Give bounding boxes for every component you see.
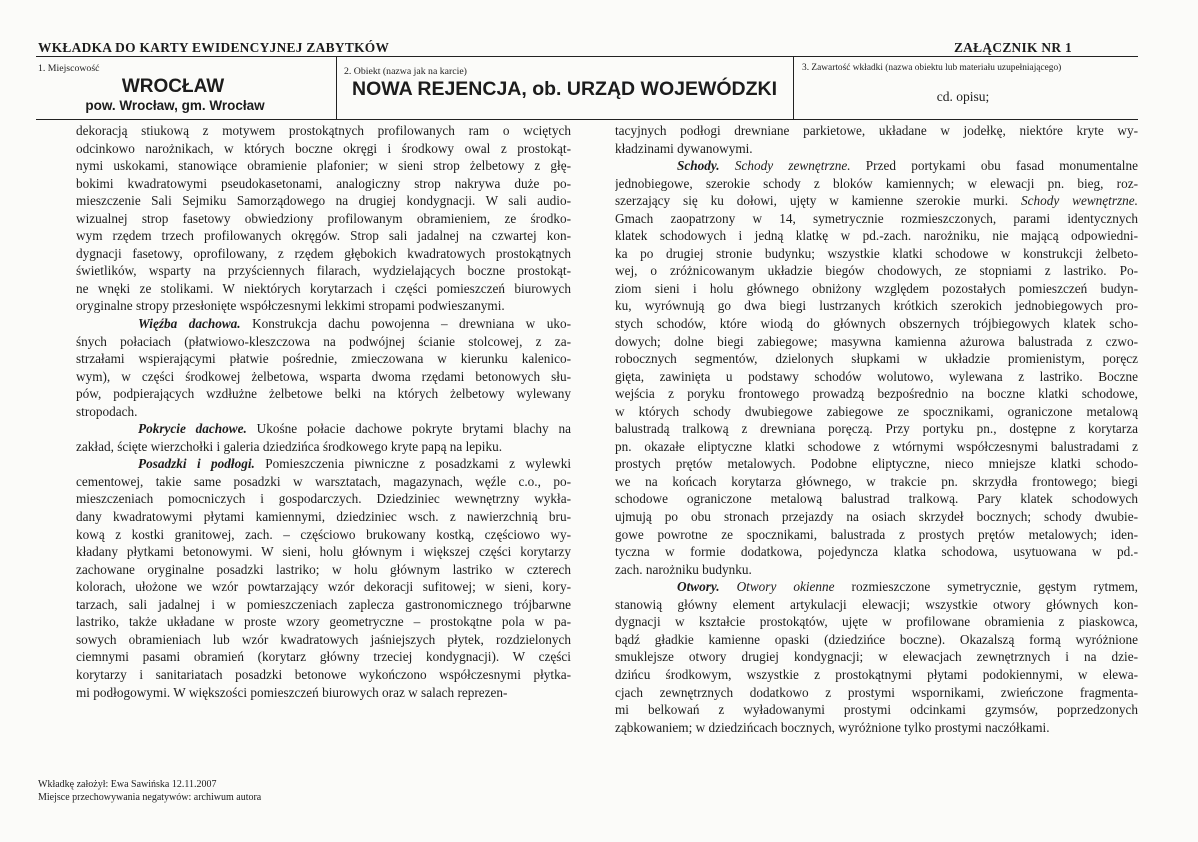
- left-column-line: nymi uskokami, stanowiące obramienie plafonier; w sieni strop żelbetowy z głę-: [76, 158, 571, 174]
- field1-label: 1. Miejscowość: [38, 63, 100, 74]
- left-column-line: dany kwadratowymi płytami kamiennymi, dziedziniec wsch. z nawierzchnią bru-: [76, 509, 571, 525]
- right-column-line: we na końcach korytarza głównego, w trakcie pn. skrzydła frontowego; biegi: [615, 473, 1138, 489]
- author-note: Wkładkę założył: Ewa Sawińska 12.11.2007: [38, 779, 217, 790]
- left-column-line: śnych połaciach (płatwiowo-kleszczowa na podwójnej ścianie stolcowej, z za-: [76, 333, 571, 349]
- right-column-line: ka po drugiej stronie budynku; wszystkie klatki schodowe w konstrukcji żelbeto-: [615, 245, 1138, 261]
- left-column-line: kolorach, ułożone we wzór powtarzający wzór dekoracji sufitowej; w sieni, kory-: [76, 579, 571, 595]
- field-divider-2: [793, 57, 794, 119]
- header-rule: [36, 56, 1138, 57]
- right-column-line: wejścia z poryku frontowego prowadzą bezpośrednio na boczne klatki schodowe,: [615, 386, 1138, 402]
- left-column-line: dygnacji fasetowy, oprofilowany, z rzędem głębokich kwadratowych prostokątnych: [76, 245, 571, 261]
- left-column-line: bokimi kwadratowymi pseudokasetonami, analogiczny strop nakrywa duże po-: [76, 175, 571, 191]
- right-column-line: balustradą tralkową z drewniana poręczą. Przy portyku pn., dostępne z korytarza: [615, 421, 1138, 437]
- left-column-line: zachowane oryginalne posadzki lastriko; w holu głównym lastriko w czterech: [76, 561, 571, 577]
- right-column-line: tacyjnych podłogi drewniane parkietowe, układane w jodełkę, niektóre kryte wy-: [615, 123, 1138, 138]
- right-column-line: gowe powrotne ze spocznikami, balustrada z prostych prętów metalowych; iden-: [615, 526, 1138, 542]
- right-column-line: dygnacji w kształcie prostokątów, ujęte w profilowane obramienia z piaskowca,: [615, 614, 1138, 630]
- left-column-line: tarzach, sali jadalnej i w pomieszczeniach zaplecza gastronomicznego trójbarwne: [76, 596, 571, 612]
- right-column-line: mi belkowań z wyładowanymi prostymi odcinkami gzymsów, poprzedzonych: [615, 702, 1138, 718]
- left-column-line: mieszczenie Sali Sejmiku Samorządowego na drugiej kondygnacji. W sali audio-: [76, 193, 571, 209]
- right-column-text: [615, 122, 1138, 736]
- left-column-line: cementowej, takie same posadzki w warsztatach, magazynach, węźle c.o., po-: [76, 473, 571, 489]
- right-column-line: dowych; dolne biegi zabiegowe; masywna kamienna ażurowa balustrada z czwo-: [615, 333, 1138, 349]
- right-column-line: bądź gładkie kamienne opaski (dziedzińce boczne). Okazalszą formą wyróżnione: [615, 631, 1138, 647]
- annex-number: ZAŁĄCZNIK NR 1: [953, 40, 1072, 55]
- right-column-line: gięta, zawinięta u podstawy schodów wolutowo, wylewana z lastriko. Boczne: [615, 368, 1138, 384]
- left-column-line: korytarzy i sanitariatach posadzki betonowe wykończono współczesnymi płytka-: [76, 666, 571, 682]
- left-column-line: mieszczeniach pomocniczych i gospodarczych. Dziedziniec wewnętrzny wykła-: [76, 491, 571, 507]
- right-column-line: jednobiegowe, szerokie schody z bloków kamiennych; w elewacji pn. bieg, roz-: [615, 175, 1138, 191]
- right-column-line: schodowe ograniczone metalową balustrad tralkową. Pary klatek schodowych: [615, 491, 1138, 507]
- left-column-line: świetlików, wsparty na przyściennych filarach, wydzielających boczne prostokąt-: [76, 263, 571, 279]
- right-column-line: stych schodów, które wiodą do głównych obszernych trójbiegowych klatek scho-: [615, 316, 1138, 332]
- right-column-line: smuklejsze otwory drugiej kondygnacji; w elewacjach zewnętrznych i na dzie-: [615, 649, 1138, 665]
- left-column-line: ne wnęki ze stolikami. W niektórych korytarzach i części pomieszczeń biurowych: [76, 280, 571, 296]
- right-column-line: dzińcu środkowym, wszystkie z prostokątnymi płytami podokiennymi, w elewa-: [615, 666, 1138, 682]
- district: pow. Wrocław, gm. Wrocław: [85, 98, 265, 113]
- right-column-line: stanowią główny element artykulacji elewacji; wszystkie otwory głównych kon-: [615, 596, 1138, 612]
- right-column-line: w których schody dwubiegowe zabiegowe ze spocznikami, ograniczone metalową: [615, 403, 1138, 419]
- right-column-line: ujmują po obu stronach przejazdy na osiach skrzydeł bocznych; schody dwubie-: [615, 509, 1138, 525]
- right-column-line: ząbkowaniem; w dziedzińcach bocznych, wyróżnione tylko prostymi naczółkami.: [615, 719, 1050, 735]
- negatives-note: Miejsce przechowywania negatywów: archiwum autora: [38, 792, 262, 803]
- right-column-line: zach. narożniku budynku.: [615, 561, 752, 577]
- left-column-line: Posadzki i podłogi. Pomieszczenia piwniczne z posadzkami z wylewki: [138, 456, 571, 472]
- city-name: WROCŁAW: [121, 76, 225, 97]
- field3-label: 3. Zawartość wkładki (nazwa obiektu lub materiału uzupełniającego): [802, 63, 1062, 73]
- left-column-line: sowych obramieniach lub wzór kwadratowych jaśniejszych płytek, rozdzielonych: [76, 631, 571, 647]
- left-column-line: odcinkowo narożnikach, w których boczne okręgi i środkowy owal z prostokąt-: [76, 140, 571, 156]
- field-divider-1: [336, 57, 337, 119]
- right-column-line: szerzający się ku dołowi, ujęty w kamienne szerokie murki. Schody wewnętrzne.: [615, 193, 1138, 209]
- right-column-line: wej, o zróżnicowanym układzie biegów chodowych, ze stopniami z lastriko. Po-: [615, 263, 1138, 279]
- right-column-line: ziom sieni i holu głównego obniżony względem pozostałych pomieszczeń budyn-: [615, 280, 1138, 296]
- right-column-line: Otwory. Otwory okienne rozmieszczone symetrycznie, gęstym rytmem,: [677, 579, 1138, 595]
- fields-rule: [36, 119, 1138, 120]
- left-column-line: pów, podpierających wzdłużne żelbetowe belki na których żelbetowy wylewany: [76, 386, 571, 402]
- right-column-line: Gmach zaopatrzony w 14, symetrycznie rozmieszczonych, parami identycznych: [615, 210, 1138, 226]
- left-column-line: zakład, ścięte wierzchołki i galeria dziedzińca środkowego kryte papą na lepiku.: [76, 438, 503, 454]
- left-column-line: oryginalne stropy przesłonięte współczesnymi lekkimi stropami podwieszanymi.: [76, 298, 505, 314]
- insert-contents: cd. opisu;: [936, 89, 990, 104]
- form-title: WKŁADKA DO KARTY EWIDENCYJNEJ ZABYTKÓW: [38, 40, 390, 55]
- left-column-line: Więźba dachowa. Konstrukcja dachu powojenna – drewniana w uko-: [138, 316, 571, 332]
- right-column-line: Schody. Schody zewnętrzne. Przed portykami obu fasad monumentalne: [677, 158, 1138, 174]
- left-column-line: Pokrycie dachowe. Ukośne połacie dachowe pokryte brytami blachy na: [138, 421, 571, 437]
- left-column-line: mi podłogowymi. W większości pomieszczeń biurowych oraz w salach reprezen-: [76, 684, 508, 700]
- right-column-line: klatek schodowych i jedną klatkę w pd.-zach. narożniku, nie mającą odpowiedni-: [615, 228, 1138, 244]
- left-column-line: strzałami wspierającymi płatwie pośrednie, zmieczowana w kierunku kalenico-: [76, 351, 571, 367]
- right-column-line: cjach zewnętrznych dodatkowo z prostymi wspornikami, zwieńczone fragmenta-: [615, 684, 1138, 700]
- right-column-line: kładzinami dywanowymi.: [615, 140, 753, 156]
- left-column-line: kową z kostki granitowej, zach. – częściowo brukowany kostką, częściowo wy-: [76, 526, 571, 542]
- right-column-line: pn. okazałe eliptyczne klatki schodowe z wtórnymi współczesnymi balustradami z: [615, 438, 1138, 454]
- left-column-line: lastriko, także układane w proste wzory geometryczne – prostokątne pola w pa-: [76, 614, 571, 630]
- left-column-line: kładany płytkami betonowymi. W sieni, holu głównym i większej części korytarzy: [76, 544, 571, 560]
- left-column-line: wym rzędem trzech profilowanych okręgów. Strop sali jadalnej na czwartej kon-: [76, 228, 571, 244]
- right-column-line: tyczna w formie dodatkowa, pojedyncza klatka schodowa, usytuowana w pd.-: [615, 544, 1138, 560]
- right-column-line: ku, wyrównują go dwa biegi lustrzanych krótkich szerokich jednobiegowych pro-: [615, 298, 1138, 314]
- right-column-line: prostych prętów metalowych. Podobne eliptyczne, nieco mniejsze klatki schodo-: [615, 456, 1138, 472]
- left-column-line: ciemnymi pasami obramień (korytarz główny trzeciej kondygnacji). W części: [76, 649, 571, 665]
- left-column-line: wym), w części środkowej żelbetowa, wsparta dwoma rzędami betonowych słu-: [76, 368, 571, 384]
- left-column-line: dekoracją stiukową z motywem prostokątnych profilowanych ram o wciętych: [76, 123, 571, 138]
- right-column-line: robocznych segmentów, dzielonych słupkami w układzie promienistym, poręcz: [615, 351, 1138, 367]
- left-column-text: [76, 122, 571, 701]
- left-column-line: stropodach.: [76, 403, 138, 419]
- object-name: NOWA REJENCJA, ob. URZĄD WOJEWÓDZKI: [352, 78, 778, 100]
- left-column-line: wizualnej strop fasetowy obwiedziony profilowanym obramieniem, ze środko-: [76, 210, 571, 226]
- field2-label: 2. Obiekt (nazwa jak na karcie): [344, 66, 467, 77]
